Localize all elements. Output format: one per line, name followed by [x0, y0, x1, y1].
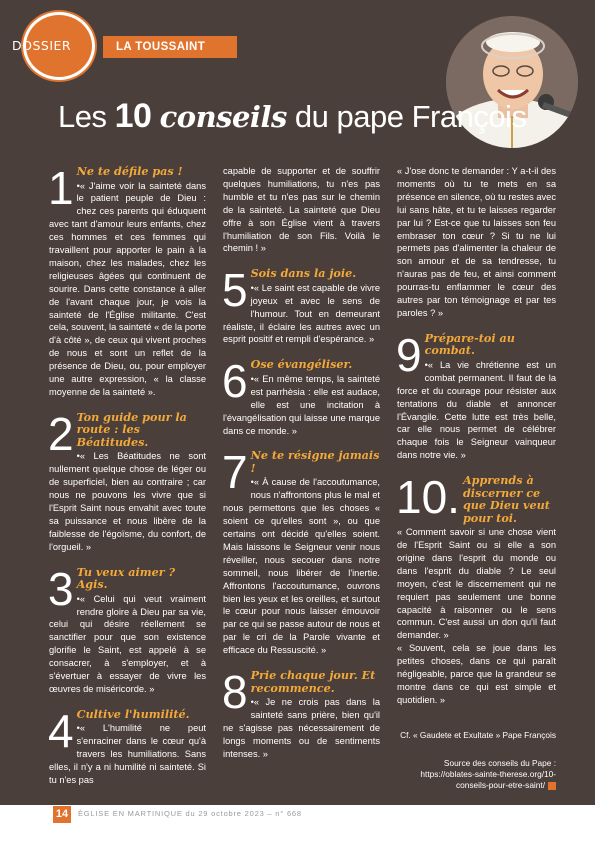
end-square-icon	[548, 782, 556, 790]
tip-heading: Ose évangéliser.	[250, 357, 353, 372]
tip-number: 5	[222, 264, 248, 317]
tip-number: 9	[396, 328, 422, 381]
tip-body: • « À cause de l'accoutumance, nous n'affrontons plus le mal et nous permettons que les choses « soient ce qu'elles sont », ou que certains ont décidé qu'elles soient. Mais laissons le Seigneur venir nous réveiller, nous secouer dans notre sommeil, nous libérer de l'inertie. Affrontons l'accoutumance, ouvrons bien les yeux et les oreilles, et surtout le cœur pour nous laisser émouvoir par ce qui se passe autour de nous et par le cri de la Parole vivante et efficace du Ressuscité. »	[223, 476, 380, 657]
tip-number: 3	[48, 562, 74, 615]
tip-1	[48, 162, 206, 399]
column-1	[48, 162, 206, 787]
tip-body: « Comment savoir si une chose vient de l'Esprit Saint ou si elle a son origine dans l'esprit du monde ou dans l'esprit du diable ? Le seul moyen, c'est le discernement qui ne requiert pas seulement une bonne capacité à raisonner ou le sens commun. C'est aussi un don qu'il faut demander. »	[397, 527, 556, 641]
footer-text: ÉGLISE EN MARTINIQUE du 29 octobre 2023 – n° 668	[78, 809, 302, 818]
citation: Cf. « Gaudete et Exultate » Pape François	[400, 729, 556, 740]
tip-heading: Sois dans la joie.	[250, 266, 357, 281]
tip-4-continued: capable de supporter et de souffrir quelques humiliations, tu n'es pas humble et tu n'es pas sur le chemin de la sainteté. La sainteté que Dieu offre à son Église vient à travers l'humiliation de son Fils. Voilà le chemin ! »	[223, 166, 380, 254]
tip-10	[396, 471, 556, 642]
tip-body: • « Celui qui veut vraiment rendre gloire à Dieu par sa vie, celui qui désire réellement se sanctifier pour que son existence glorifie le Saint, est appelé à se consacrer, à s'employer, et à s'évertuer à essayer de vivre les œuvres de miséricorde. »	[49, 593, 206, 696]
source-text: Source des conseils du Pape : https://oblates-sainte-therese.org/10-conseils-pour-etre-saint/	[420, 757, 556, 791]
tip-heading: Ne te défile pas !	[76, 164, 183, 178]
tip-8	[222, 666, 380, 761]
tip-body: • « Les Béatitudes ne sont nullement quelque chose de léger ou de superficiel, bien au contraire ; car nous ne pouvons les vivre que si l'Esprit Saint nous envahit avec toute sa puissance et nous libère de la faiblesse de l'égoïsme, du confort, de l'orgueil. »	[49, 450, 206, 553]
section-label: LA TOUSSAINT	[116, 41, 206, 53]
tip-10-continued: « Souvent, cela se joue dans les petites choses, dans ce qui paraît négligeable, parce que la grandeur se montre dans ce qui est simple et quotidien. »	[397, 643, 556, 705]
page-number: 14	[53, 806, 71, 823]
tip-number: 4	[48, 704, 74, 757]
tip-9	[396, 328, 556, 462]
tip-heading: Ton guide pour la route : les Béatitudes.	[76, 409, 187, 449]
tip-7	[222, 446, 380, 657]
tip-6	[222, 355, 380, 437]
tip-heading: Ne te résigne jamais !	[250, 448, 380, 475]
tip-number: 10.	[396, 471, 460, 524]
page-title	[58, 96, 526, 137]
tip-number: 1	[48, 162, 74, 214]
tip-number: 6	[222, 355, 248, 408]
tip-heading: Apprends à discerner ce que Dieu veut pour toi.	[462, 473, 550, 525]
tip-4	[48, 704, 206, 787]
column-2	[223, 165, 380, 761]
tip-heading: Cultive l'humilité.	[76, 706, 190, 721]
tip-number: 7	[222, 446, 248, 499]
tip-body: • « L'humilité ne peut s'enraciner dans le cœur qu'à travers les humiliations. Sans elles, il n'y a ni humilité ni sainteté. Si tu n'es pas	[49, 722, 206, 787]
tip-body: • « La vie chrétienne est un combat permanent. Il faut de la force et du courage pour résister aux tentations du diable et annoncer l'Évangile. Cette lutte est très belle, car elle nous permet de célébrer chaque fois le Seigneur vainqueur dans notre vie. »	[397, 359, 556, 462]
source-note	[397, 758, 556, 792]
tip-heading: Prépare-toi au combat.	[424, 330, 515, 358]
tip-3	[48, 562, 206, 696]
title-prefix: Les	[58, 99, 115, 134]
tip-body: • « En même temps, la sainteté est parrhèsia : elle est audace, elle est une incitation à l'évangélisation qui laisse une marque dans ce monde. »	[223, 373, 380, 438]
tip-number: 2	[48, 407, 74, 460]
tip-body: • « Le saint est capable de vivre joyeux et avec le sens de l'humour. Tout en demeurant réaliste, il éclaire les autres avec un esprit positif et rempli d'espérance. »	[223, 282, 380, 347]
tip-number: 8	[222, 666, 248, 719]
title-suffix: du pape François	[286, 99, 527, 134]
title-accent: conseils	[159, 100, 287, 134]
tip-heading: Tu veux aimer ? Agis.	[76, 564, 176, 592]
tip-body: • « Je ne crois pas dans la sainteté sans prière, bien qu'il ne s'agisse pas nécessairement de longs moments ou de sentiments intenses. »	[223, 696, 380, 761]
dossier-label: DOSSIER	[12, 38, 72, 53]
tip-5	[222, 264, 380, 346]
tip-8-continued: « J'ose donc te demander : Y a-t-il des moments où tu te mets en sa présence en silence, où tu restes avec lui sans hâte, et tu te laisses regarder par lui ? Est-ce que tu laisses son feu embraser ton cœur ? Si tu ne lui permets pas d'alimenter la chaleur de son amour et de sa tendresse, tu n'auras pas de feu, et ainsi comment pourras-tu enflammer le cœur des autres par ton témoignage et par tes paroles ? »	[397, 166, 556, 318]
title-number: 10	[114, 97, 152, 135]
tip-heading: Prie chaque jour. Et recommence.	[250, 668, 376, 695]
tip-body: • « J'aime voir la sainteté dans le patient peuple de Dieu : chez ces parents qui éduquent avec tant d'amour leurs enfants, chez ces hommes et ces femmes qui travaillent pour apporter le pain à la maison, chez les malades, chez les religieuses âgées qui continuent de sourire. Dans cette constance à aller de l'avant chaque jour, je vois la sainteté de l'Église militante. C'est cela, souvent, la sainteté « de la porte d'à côté », de ceux qui vivent proches de nous et sont un reflet de la présence de Dieu, ou, pour employer une autre expression, « la classe moyenne de la sainteté ».	[49, 180, 206, 399]
tip-2	[48, 407, 206, 554]
column-3	[397, 165, 556, 791]
